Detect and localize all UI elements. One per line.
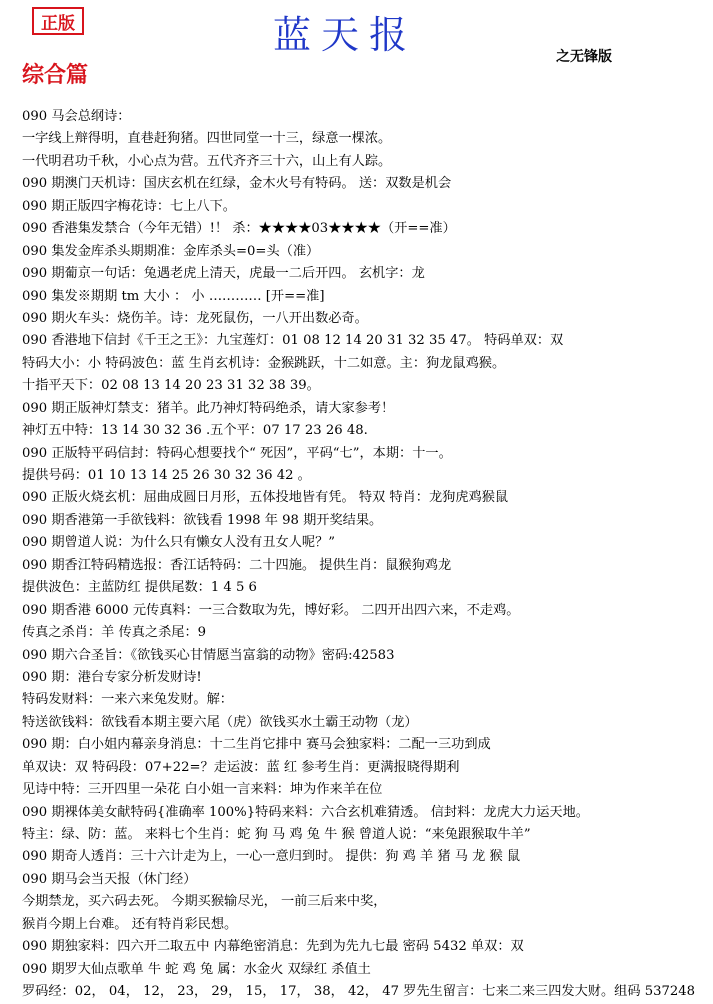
content-line: 090 期罗大仙点歌单 牛 蛇 鸡 兔 属：水金火 双绿红 杀值土: [22, 961, 371, 977]
content-line: 090 期香港 6000 元传真料：一三合数取为先，博好彩。 二四开出四六来，不走鸡。: [22, 602, 520, 618]
content-line: 今期禁龙，买六码去死。 今期买猴输尽光， 一前三后来中奖，: [22, 894, 387, 910]
content-line: 提供号码：01 10 13 14 25 26 30 32 36 42 。: [22, 468, 311, 483]
content-line: 090 香港集发禁合（今年无错）!！ 杀：★★★★03★★★★（开==准）: [22, 221, 456, 237]
content-line: 090 期曾道人说：为什么只有懒女人没有丑女人呢？”: [22, 535, 336, 551]
content-line: 090 正版特平码信封：特码心想要找个“ 死因”，平码“七”，本期：十一。: [22, 445, 452, 461]
content-line: 一代明君功千秋，小心点为营。五代齐齐三十六，山上有人踪。: [22, 153, 392, 169]
content-line: 090 期葡京一句话：兔遇老虎上清天，虎最一二后开四。 玄机字：龙: [22, 266, 425, 282]
content-line: 090 期奇人透肖：三十六计走为上，一心一意归到时。 提供：狗 鸡 羊 猪 马 龙 猴 鼠: [22, 849, 521, 865]
content-line: 罗码经：02， 04， 12， 23， 29， 15， 17， 38， 42， 47 罗先生留言：七来二来三四发大财。组码 537248: [22, 984, 696, 1000]
content-line: 提供波色：主蓝防红 提供尾数：1 4 5 6: [22, 580, 257, 596]
content-line: 090 期马会当天报（休门经）: [22, 871, 197, 887]
content-line: 090 期火车头：烧伤羊。诗：龙死鼠伤，一八开出数必奇。: [22, 310, 368, 326]
edition-label: 之无锋版: [556, 49, 612, 65]
content-line: 090 期正版四字梅花诗：七上八下。: [22, 198, 236, 214]
content-line: 特码大小：小 特码波色：蓝 生肖玄机诗：金猴跳跃，十二如意。主：狗龙鼠鸡猴。: [22, 355, 506, 371]
content-line: 神灯五中特：13 14 30 32 36 .五个平：07 17 23 26 48.: [22, 423, 368, 439]
genuine-edition-stamp: 正版: [32, 7, 84, 35]
content-line: 090 期：白小姐内幕亲身消息：十二生肖它排中 赛马会独家料：二配一三功到成: [22, 737, 491, 753]
content-line: 十指平天下：02 08 13 14 20 23 31 32 38 39。: [22, 378, 320, 394]
content-line: 特码发财料：一来六来兔发财。解：: [22, 692, 233, 708]
content-line: 见诗中特：三开四里一朵花 白小姐一言来料：坤为作来羊在位: [22, 782, 383, 798]
content-line: 090 期六合圣旨：《欲钱买心甘情愿当富翁的动物》密码:42583: [22, 647, 395, 663]
content-lines: [22, 106, 712, 1004]
content-line: 090 集发金库杀头期期准：金库杀头=0=头（准）: [22, 243, 320, 259]
content-line: 090 马会总纲诗：: [22, 109, 131, 124]
content-line: 090 期裸体美女献特码{准确率 100%}特码来料：六合玄机难猜透。 信封料：龙虎大力运天地。: [22, 804, 589, 820]
newspaper-masthead: 蓝天报: [272, 13, 417, 57]
content-line: 090 期独家料：四六开二取五中 内幕绝密消息：先到为先九七最 密码 5432 单双：双: [22, 939, 524, 955]
content-line: 090 集发※期期 tm 大小 ： 小 ………… [开==准]: [22, 288, 325, 304]
content-line: 一字线上辩得明，直巷赶狗猪。四世同堂一十三，绿意一棵浓。: [22, 131, 392, 147]
content-line: 特主：绿、防：蓝。 来料七个生肖：蛇 狗 马 鸡 兔 牛 猴 曾道人说：“来兔跟猴取牛羊”: [22, 827, 531, 842]
content-line: 090 香港地下信封《千王之王》：九宝莲灯：01 08 12 14 20 31 32 35 47。 特码单双：双: [22, 333, 564, 349]
content-line: 090 期：港台专家分析发财诗!: [22, 669, 202, 685]
content-line: 090 正版火烧玄机：屈曲成圆日月形，五体投地皆有凭。 特双 特肖：龙狗虎鸡猴鼠: [22, 490, 509, 506]
content-line: 090 期澳门天机诗：国庆玄机在红绿，金木火号有特码。 送：双数是机会: [22, 176, 452, 192]
section-heading: 综合篇: [22, 62, 89, 88]
content-line: 090 期香江特码精选报：香江话特码：二十四施。 提供生肖：鼠猴狗鸡龙: [22, 557, 452, 573]
content-line: 特送欲钱料：欲钱看本期主要六尾（虎）欲钱买水土霸王动物（龙）: [22, 714, 418, 730]
content-line: 猴肖今期上台难。 还有特肖彩民想。: [22, 916, 238, 932]
content-line: 单双诀：双 特码段：07+22=？走运波：蓝 红 参考生肖：更满报晓得期利: [22, 759, 460, 775]
content-line: 传真之杀肖：羊 传真之杀尾：9: [22, 625, 207, 641]
content-line: 090 期正版神灯禁支：猪羊。此乃神灯特码绝杀，请大家参考！: [22, 400, 395, 416]
content-line: 090 期香港第一手欲钱料：欲钱看 1998 年 98 期开奖结果。: [22, 512, 383, 528]
